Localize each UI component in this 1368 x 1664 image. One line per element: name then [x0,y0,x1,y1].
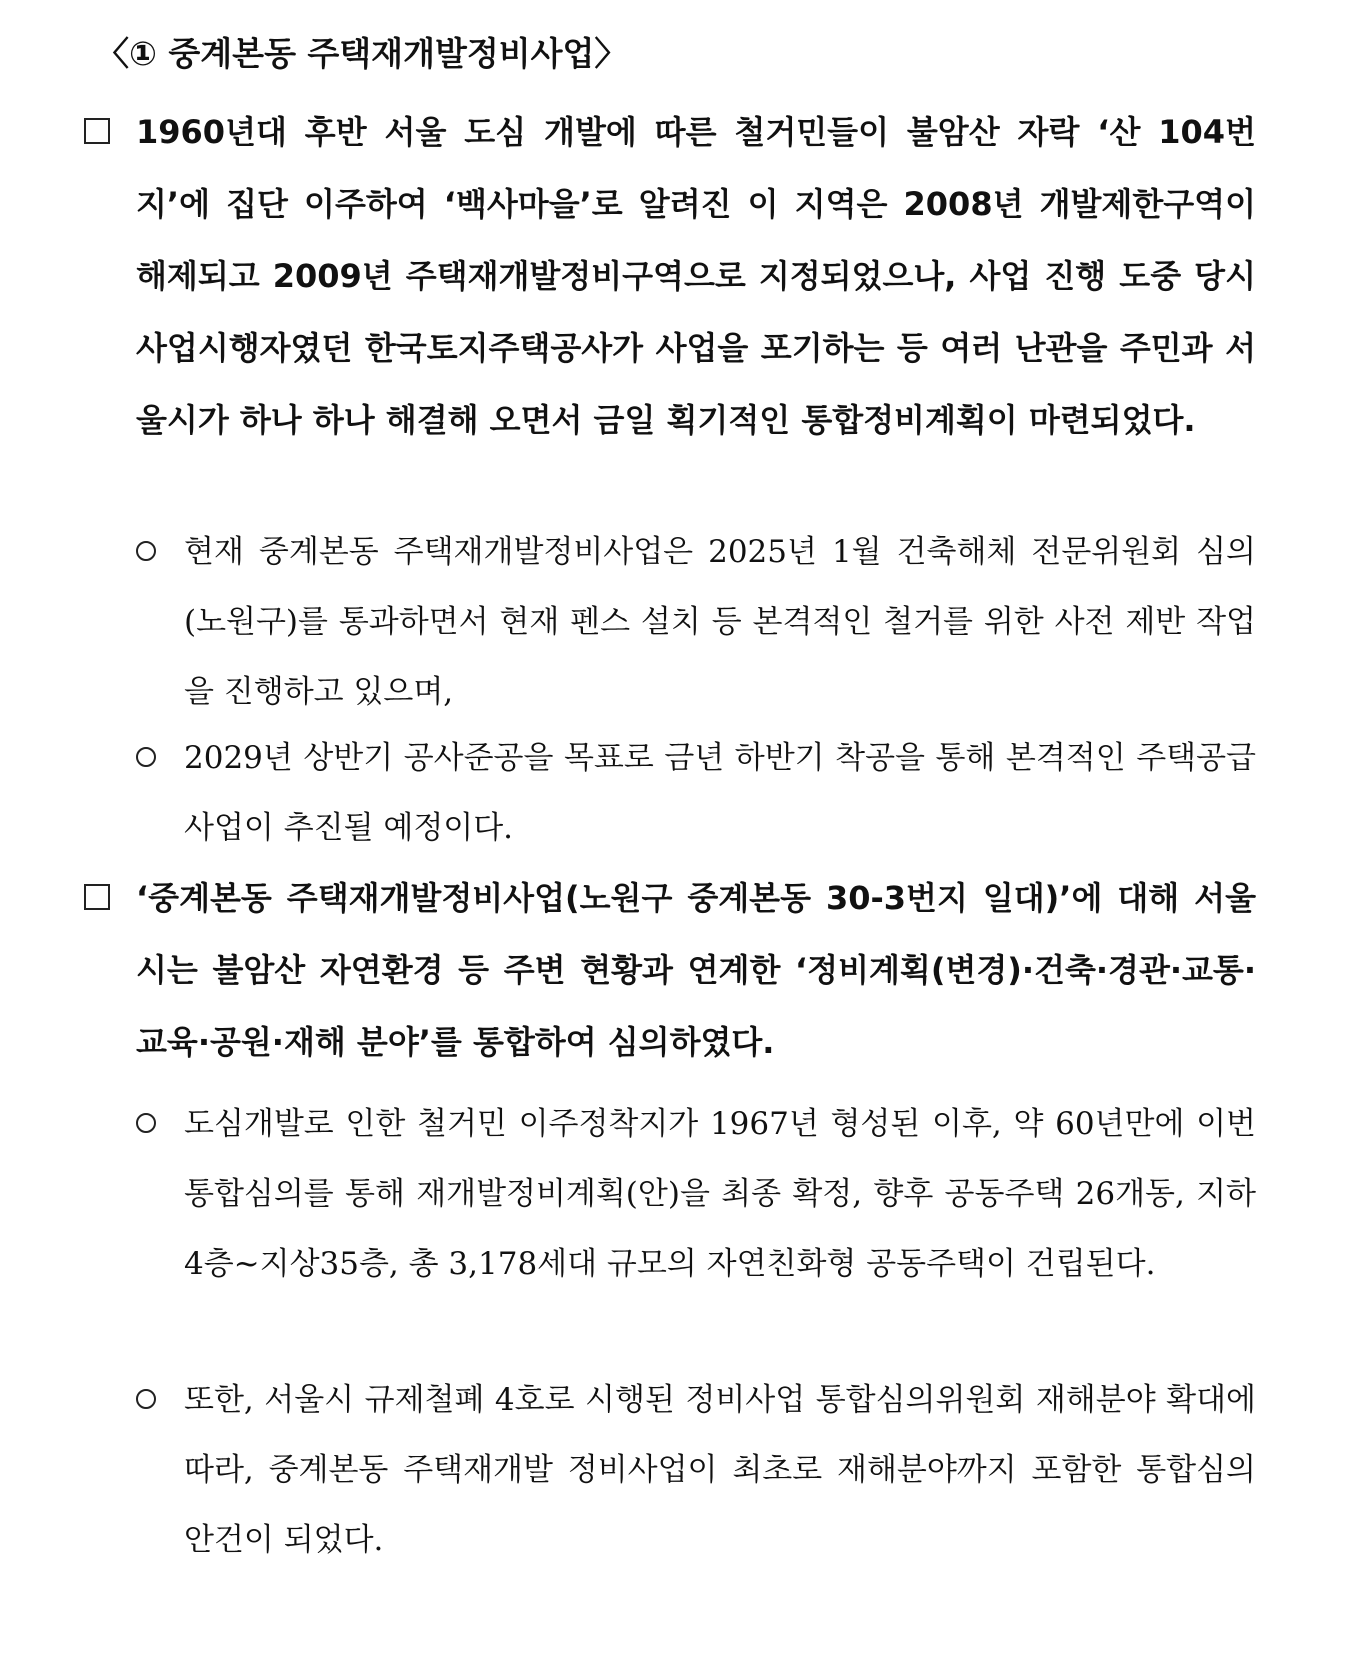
sub-item-text: 현재 중계본동 주택재개발정비사업은 2025년 1월 건축해체 전문위원회 심의(노원구)를 통과하면서 현재 펜스 설치 등 본격적인 철거를 위한 사전 제반 작업을 진행하고 있으며, [184,534,1256,710]
sub-item-housing-plan [136,1089,1256,1299]
sub-item-demolition [136,517,1256,727]
sub-item-text: 2029년 상반기 공사준공을 목표로 금년 하반기 착공을 통해 본격적인 주택공급 사업이 추진될 예정이다. [184,740,1256,846]
square-bullet-icon [84,118,110,144]
circle-bullet-icon [136,541,156,561]
main-item-text: 1960년대 후반 서울 도심 개발에 따른 철거민들이 불암산 자락 ‘산 104번지’에 집단 이주하여 ‘백사마을’로 알려진 이 지역은 2008년 개발제한구역이 해제되고 2009년 주택재개발정비구역으로 지정되었으나, 사업 진행 도중 당시 사업시행자였던 한국토지주택공사가 사업을 포기하는 등 여러 난관을 주민과 서울시가 하나 하나 해결해 오면서 금일 획기적인 통합정비계획이 마련되었다. [136,113,1256,439]
square-bullet-icon [84,884,110,910]
circle-bullet-icon [136,747,156,767]
sub-item-text: 도심개발로 인한 철거민 이주정착지가 1967년 형성된 이후, 약 60년만에 이번 통합심의를 통해 재개발정비계획(안)을 최종 확정, 향후 공동주택 26개동, 지하4층~지상35층, 총 3,178세대 규모의 자연친화형 공동주택이 건립된다. [184,1106,1256,1282]
main-item-history [84,96,1256,456]
main-item-integrated-review [84,862,1256,1078]
sub-item-disaster-review [136,1365,1256,1575]
main-item-text: ‘중계본동 주택재개발정비사업(노원구 중계본동 30-3번지 일대)’에 대해 서울시는 불암산 자연환경 등 주변 현황과 연계한 ‘정비계획(변경)·건축·경관·교통·교육·공원·재해 분야’를 통합하여 심의하였다. [136,879,1256,1061]
sub-item-text: 또한, 서울시 규제철폐 4호로 시행된 정비사업 통합심의위원회 재해분야 확대에 따라, 중계본동 주택재개발 정비사업이 최초로 재해분야까지 포함한 통합심의 안건이 되었다. [184,1382,1256,1558]
circle-bullet-icon [136,1389,156,1409]
sub-item-construction-schedule [136,723,1256,863]
section-title: 〈① 중계본동 주택재개발정비사업〉 [96,34,628,73]
circle-bullet-icon [136,1113,156,1133]
